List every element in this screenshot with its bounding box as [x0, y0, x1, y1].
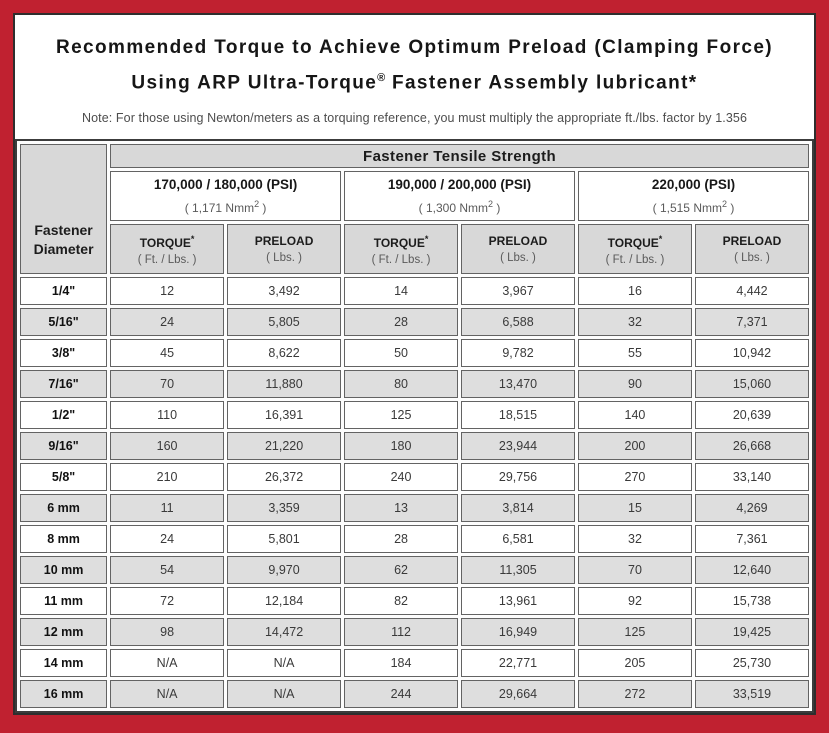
preload-value-cell: 6,588 — [461, 308, 575, 336]
torque-header-cell — [344, 224, 458, 274]
preload-value-cell: 33,519 — [695, 680, 809, 708]
torque-label: TORQUE* — [139, 233, 195, 250]
psi-group-220 — [578, 171, 809, 221]
preload-value-cell: 3,359 — [227, 494, 341, 522]
torque-value-cell: 55 — [578, 339, 692, 367]
fastener-diameter-cell: 1/2" — [20, 401, 107, 429]
preload-value-cell: 12,184 — [227, 587, 341, 615]
preload-value-cell: 13,961 — [461, 587, 575, 615]
preload-value-cell: 33,140 — [695, 463, 809, 491]
torque-value-cell: 24 — [110, 525, 224, 553]
preload-value-cell: 9,970 — [227, 556, 341, 584]
table-row — [20, 525, 809, 553]
torque-value-cell: 32 — [578, 308, 692, 336]
preload-value-cell: 9,782 — [461, 339, 575, 367]
table-row — [20, 556, 809, 584]
preload-value-cell: 4,442 — [695, 277, 809, 305]
torque-value-cell: 72 — [110, 587, 224, 615]
preload-value-cell: 15,738 — [695, 587, 809, 615]
preload-unit: ( Lbs. ) — [500, 251, 536, 264]
torque-value-cell: 50 — [344, 339, 458, 367]
preload-value-cell: 6,581 — [461, 525, 575, 553]
torque-value-cell: 160 — [110, 432, 224, 460]
preload-header-cell — [227, 224, 341, 274]
title-line2-suffix: Fastener Assembly lubricant* — [385, 72, 698, 94]
preload-value-cell: 19,425 — [695, 618, 809, 646]
torque-value-cell: 125 — [344, 401, 458, 429]
table-row — [20, 370, 809, 398]
table-row — [20, 494, 809, 522]
torque-value-cell: 28 — [344, 525, 458, 553]
torque-value-cell: 125 — [578, 618, 692, 646]
torque-value-cell: 200 — [578, 432, 692, 460]
fastener-diameter-cell: 12 mm — [20, 618, 107, 646]
psi-group-170-180 — [110, 171, 341, 221]
preload-value-cell: 15,060 — [695, 370, 809, 398]
fastener-diameter-cell: 5/8" — [20, 463, 107, 491]
preload-value-cell: 14,472 — [227, 618, 341, 646]
table-row — [20, 649, 809, 677]
torque-value-cell: 112 — [344, 618, 458, 646]
title-block — [15, 15, 814, 139]
preload-value-cell: 7,371 — [695, 308, 809, 336]
torque-unit: ( Ft. / Lbs. ) — [605, 253, 665, 266]
preload-value-cell: 25,730 — [695, 649, 809, 677]
fastener-diameter-header — [20, 144, 107, 274]
table-body — [20, 277, 809, 708]
table-row — [20, 587, 809, 615]
fastener-diameter-cell: 7/16" — [20, 370, 107, 398]
fastener-diameter-cell: 3/8" — [20, 339, 107, 367]
tensile-strength-header: Fastener Tensile Strength — [110, 144, 809, 168]
torque-value-cell: 244 — [344, 680, 458, 708]
table-row — [20, 277, 809, 305]
torque-value-cell: 16 — [578, 277, 692, 305]
psi-value: 220,000 (PSI) — [651, 177, 736, 193]
fastener-diameter-header-line1: Fastener — [34, 222, 93, 239]
fastener-diameter-cell: 5/16" — [20, 308, 107, 336]
torque-value-cell: 272 — [578, 680, 692, 708]
fastener-diameter-cell: 11 mm — [20, 587, 107, 615]
preload-value-cell: 5,801 — [227, 525, 341, 553]
torque-value-cell: 14 — [344, 277, 458, 305]
preload-value-cell: 4,269 — [695, 494, 809, 522]
torque-value-cell: N/A — [110, 649, 224, 677]
torque-unit: ( Ft. / Lbs. ) — [137, 253, 197, 266]
fastener-diameter-cell: 14 mm — [20, 649, 107, 677]
preload-value-cell: 26,372 — [227, 463, 341, 491]
torque-label: TORQUE* — [607, 233, 663, 250]
preload-value-cell: 3,814 — [461, 494, 575, 522]
torque-value-cell: 92 — [578, 587, 692, 615]
preload-value-cell: 21,220 — [227, 432, 341, 460]
preload-value-cell: 5,805 — [227, 308, 341, 336]
title-line2-text: Using ARP Ultra-Torque — [131, 72, 378, 94]
header-row-torque-preload — [20, 224, 809, 274]
table-row — [20, 401, 809, 429]
preload-value-cell: 8,622 — [227, 339, 341, 367]
preload-value-cell: 13,470 — [461, 370, 575, 398]
torque-value-cell: 13 — [344, 494, 458, 522]
torque-value-cell: 110 — [110, 401, 224, 429]
torque-value-cell: 32 — [578, 525, 692, 553]
fastener-diameter-cell: 1/4" — [20, 277, 107, 305]
nmm-value: ( 1,171 Nmm$^2$ ) — [184, 199, 267, 216]
header-row-psi-groups — [20, 171, 809, 221]
nmm-value: ( 1,515 Nmm$^2$ ) — [652, 199, 735, 216]
preload-value-cell: N/A — [227, 680, 341, 708]
torque-value-cell: 180 — [344, 432, 458, 460]
torque-value-cell: 11 — [110, 494, 224, 522]
psi-group-190-200 — [344, 171, 575, 221]
torque-value-cell: 45 — [110, 339, 224, 367]
page-title-line-1: Recommended Torque to Achieve Optimum Preload (Clamping Force) — [55, 37, 774, 58]
fastener-diameter-header-line2: Diameter — [33, 241, 94, 258]
torque-value-cell: 24 — [110, 308, 224, 336]
table-row — [20, 308, 809, 336]
torque-header-cell — [578, 224, 692, 274]
torque-value-cell: 184 — [344, 649, 458, 677]
preload-unit: ( Lbs. ) — [266, 251, 302, 264]
preload-value-cell: 26,668 — [695, 432, 809, 460]
preload-header-cell — [695, 224, 809, 274]
preload-header-cell — [461, 224, 575, 274]
preload-value-cell: 20,639 — [695, 401, 809, 429]
torque-value-cell: 62 — [344, 556, 458, 584]
table-row — [20, 432, 809, 460]
torque-value-cell: 70 — [110, 370, 224, 398]
preload-value-cell: N/A — [227, 649, 341, 677]
preload-value-cell: 11,880 — [227, 370, 341, 398]
fastener-diameter-cell: 9/16" — [20, 432, 107, 460]
preload-value-cell: 23,944 — [461, 432, 575, 460]
preload-value-cell: 29,756 — [461, 463, 575, 491]
preload-value-cell: 16,949 — [461, 618, 575, 646]
torque-value-cell: 28 — [344, 308, 458, 336]
table-row — [20, 339, 809, 367]
torque-value-cell: 98 — [110, 618, 224, 646]
page-title-line-2 — [15, 63, 814, 98]
preload-value-cell: 11,305 — [461, 556, 575, 584]
table-row — [20, 618, 809, 646]
preload-label: PRELOAD — [722, 233, 782, 248]
torque-value-cell: 210 — [110, 463, 224, 491]
conversion-note: Note: For those using Newton/meters as a torquing reference, you must multiply the appropriate ft./lbs. factor by 1.356 — [81, 111, 747, 126]
document-panel — [13, 13, 816, 715]
preload-value-cell: 12,640 — [695, 556, 809, 584]
torque-value-cell: 205 — [578, 649, 692, 677]
preload-value-cell: 3,492 — [227, 277, 341, 305]
registered-trademark-symbol: ® — [377, 72, 386, 84]
torque-value-cell: 15 — [578, 494, 692, 522]
preload-value-cell: 3,967 — [461, 277, 575, 305]
torque-label: TORQUE* — [373, 233, 429, 250]
torque-value-cell: 270 — [578, 463, 692, 491]
fastener-diameter-cell: 16 mm — [20, 680, 107, 708]
psi-value: 170,000 / 180,000 (PSI) — [153, 177, 298, 193]
table-row — [20, 463, 809, 491]
torque-value-cell: 70 — [578, 556, 692, 584]
torque-unit: ( Ft. / Lbs. ) — [371, 253, 431, 266]
preload-value-cell: 10,942 — [695, 339, 809, 367]
fastener-diameter-cell: 6 mm — [20, 494, 107, 522]
preload-value-cell: 22,771 — [461, 649, 575, 677]
torque-value-cell: 140 — [578, 401, 692, 429]
preload-value-cell: 29,664 — [461, 680, 575, 708]
fastener-diameter-cell: 8 mm — [20, 525, 107, 553]
torque-value-cell: 54 — [110, 556, 224, 584]
torque-value-cell: N/A — [110, 680, 224, 708]
torque-value-cell: 12 — [110, 277, 224, 305]
fastener-diameter-cell: 10 mm — [20, 556, 107, 584]
preload-label: PRELOAD — [254, 233, 314, 248]
torque-value-cell: 80 — [344, 370, 458, 398]
preload-label: PRELOAD — [488, 233, 548, 248]
preload-value-cell: 18,515 — [461, 401, 575, 429]
torque-value-cell: 240 — [344, 463, 458, 491]
nmm-value: ( 1,300 Nmm$^2$ ) — [418, 199, 501, 216]
preload-value-cell: 7,361 — [695, 525, 809, 553]
psi-value: 190,000 / 200,000 (PSI) — [387, 177, 532, 193]
preload-value-cell: 16,391 — [227, 401, 341, 429]
torque-value-cell: 90 — [578, 370, 692, 398]
torque-table — [15, 139, 814, 713]
torque-value-cell: 82 — [344, 587, 458, 615]
header-row-tensile — [20, 144, 809, 168]
table-row — [20, 680, 809, 708]
preload-unit: ( Lbs. ) — [734, 251, 770, 264]
torque-header-cell — [110, 224, 224, 274]
